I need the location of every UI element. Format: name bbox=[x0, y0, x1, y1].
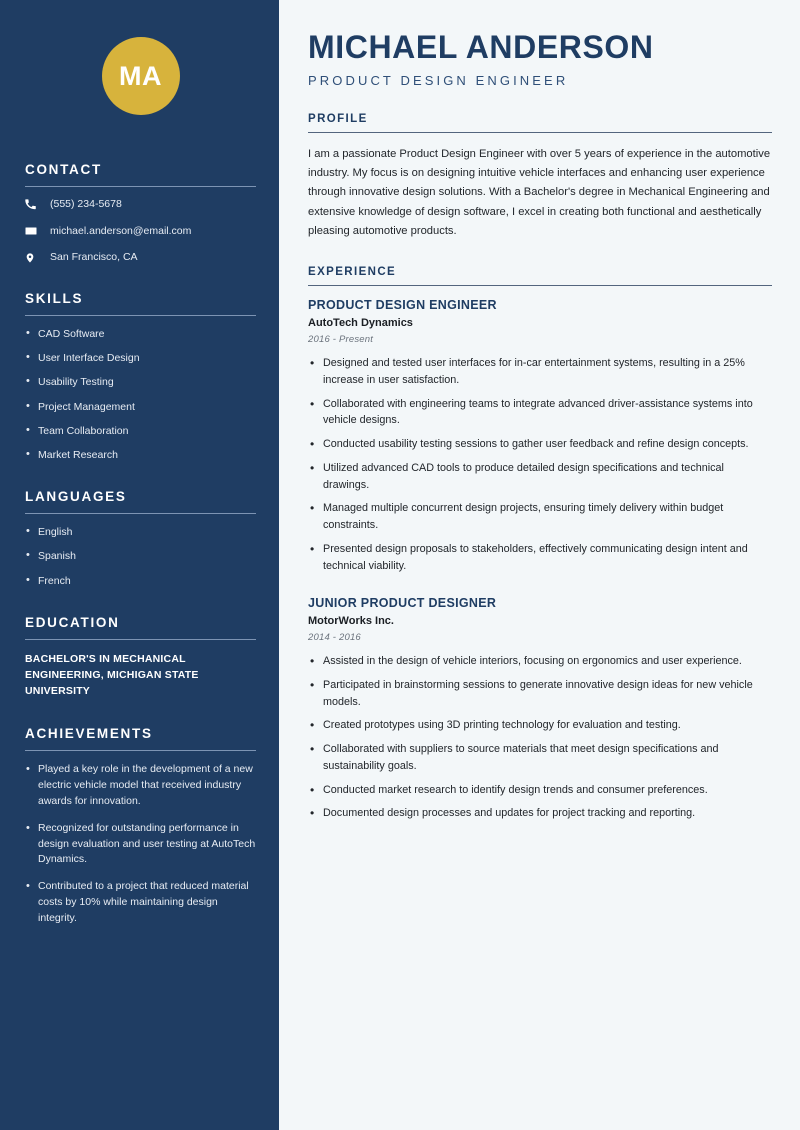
education-entry: BACHELOR'S IN MECHANICAL ENGINEERING, MICHIGAN STATE UNIVERSITY bbox=[25, 652, 199, 698]
list-item: • French bbox=[25, 574, 256, 589]
contact-item-email[interactable] bbox=[25, 225, 256, 239]
avatar-container bbox=[25, 0, 256, 115]
sidebar-section-achievements bbox=[25, 726, 256, 928]
experience-bullets bbox=[308, 653, 772, 822]
list-item: • Market Research bbox=[25, 448, 256, 463]
sidebar-heading-education: EDUCATION bbox=[25, 614, 120, 630]
list-item: • Participated in brainstorming sessions to generate innovative design ideas for new vehicle models. bbox=[308, 677, 772, 710]
list-item: • Spanish bbox=[25, 549, 256, 564]
page-title: MICHAEL ANDERSON bbox=[308, 29, 654, 65]
avatar bbox=[102, 37, 180, 115]
experience-job-title: PRODUCT DESIGN ENGINEER bbox=[308, 298, 497, 313]
experience-entry bbox=[308, 596, 772, 822]
location-pin-icon bbox=[25, 252, 42, 264]
list-item: • Project Management bbox=[25, 400, 256, 415]
achievements-list bbox=[25, 762, 256, 928]
section-heading-profile: PROFILE bbox=[308, 112, 368, 125]
sidebar-heading-languages: LANGUAGES bbox=[25, 489, 127, 505]
experience-bullets bbox=[308, 355, 772, 574]
sidebar-section-education bbox=[25, 615, 256, 700]
sidebar bbox=[0, 0, 279, 1130]
section-profile bbox=[308, 113, 772, 241]
section-heading-rule bbox=[308, 285, 772, 286]
list-item: • Conducted market research to identify design trends and consumer preferences. bbox=[308, 782, 772, 799]
sidebar-heading-rule bbox=[25, 750, 256, 751]
profile-text: I am a passionate Product Design Engineer with over 5 years of experience in the automotive industry. My focus is on designing intuitive vehicle interfaces and enhancing user experience through innovative design solutions. With a Bachelor's degree in Mechanical Engineering and extensive knowledge of design software, I excel in creating both functional and aesthetically pleasing automotive products. bbox=[308, 147, 771, 237]
sidebar-section-skills bbox=[25, 291, 256, 463]
envelope-icon bbox=[25, 225, 42, 237]
list-item: • Collaborated with suppliers to source materials that meet design specifications and sustainability goals. bbox=[308, 741, 772, 774]
experience-company: AutoTech Dynamics bbox=[308, 317, 413, 330]
contact-value-location: San Francisco, CA bbox=[50, 251, 138, 264]
experience-dates: 2014 - 2016 bbox=[308, 632, 361, 644]
contact-value-phone: (555) 234-5678 bbox=[50, 198, 122, 210]
sidebar-heading-rule bbox=[25, 315, 256, 316]
sidebar-heading-rule bbox=[25, 513, 256, 514]
contact-list bbox=[25, 198, 256, 265]
list-item: • Played a key role in the development of a new electric vehicle model that received industry awards for innovation. bbox=[25, 762, 256, 810]
list-item: • User Interface Design bbox=[25, 351, 256, 366]
main-content bbox=[279, 0, 800, 1130]
contact-value-email: michael.anderson@email.com bbox=[50, 224, 192, 237]
section-heading-rule bbox=[308, 132, 772, 133]
list-item: • Conducted usability testing sessions to gather user feedback and refine design concepts. bbox=[308, 436, 772, 453]
experience-dates: 2016 - Present bbox=[308, 334, 374, 346]
experience-entry bbox=[308, 298, 772, 574]
list-item: • Assisted in the design of vehicle interiors, focusing on ergonomics and user experience. bbox=[308, 653, 772, 670]
experience-company: MotorWorks Inc. bbox=[308, 615, 394, 628]
sidebar-section-languages bbox=[25, 489, 256, 589]
sidebar-heading-contact: CONTACT bbox=[25, 162, 102, 177]
list-item: • Recognized for outstanding performance in design evaluation and user testing at AutoTech Dynamics. bbox=[25, 821, 256, 869]
experience-job-title: JUNIOR PRODUCT DESIGNER bbox=[308, 596, 497, 611]
list-item: • Designed and tested user interfaces for in-car entertainment systems, resulting in a 25% increase in user satisfaction. bbox=[308, 355, 772, 388]
list-item: • Managed multiple concurrent design projects, ensuring timely delivery within budget constraints. bbox=[308, 500, 772, 533]
section-heading-experience: EXPERIENCE bbox=[308, 266, 397, 279]
section-experience bbox=[308, 266, 772, 822]
avatar-initials: MA bbox=[119, 60, 162, 91]
contact-item-phone[interactable] bbox=[25, 198, 256, 212]
sidebar-heading-skills: SKILLS bbox=[25, 290, 84, 306]
list-item: • CAD Software bbox=[25, 327, 256, 342]
list-item: • Team Collaboration bbox=[25, 424, 256, 439]
list-item: • Collaborated with engineering teams to integrate advanced driver-assistance systems into vehicle designs. bbox=[308, 396, 772, 429]
list-item: • Created prototypes using 3D printing technology for evaluation and testing. bbox=[308, 717, 772, 734]
sidebar-heading-rule bbox=[25, 639, 256, 640]
job-title-subtitle: PRODUCT DESIGN ENGINEER bbox=[308, 72, 569, 88]
languages-list bbox=[25, 525, 256, 589]
list-item: • English bbox=[25, 525, 256, 540]
contact-item-location[interactable] bbox=[25, 251, 256, 265]
list-item: • Contributed to a project that reduced material costs by 10% while maintaining design integrity. bbox=[25, 879, 256, 927]
sidebar-heading-rule bbox=[25, 186, 256, 187]
sidebar-heading-achievements: ACHIEVEMENTS bbox=[25, 725, 153, 741]
phone-icon bbox=[25, 199, 42, 210]
skills-list bbox=[25, 327, 256, 463]
sidebar-section-contact bbox=[25, 162, 256, 265]
list-item: • Usability Testing bbox=[25, 375, 256, 390]
list-item: • Presented design proposals to stakeholders, effectively communicating design intent and technical viability. bbox=[308, 541, 772, 574]
list-item: • Documented design processes and updates for project tracking and reporting. bbox=[308, 805, 772, 822]
list-item: • Utilized advanced CAD tools to produce detailed design specifications and technical drawings. bbox=[308, 460, 772, 493]
